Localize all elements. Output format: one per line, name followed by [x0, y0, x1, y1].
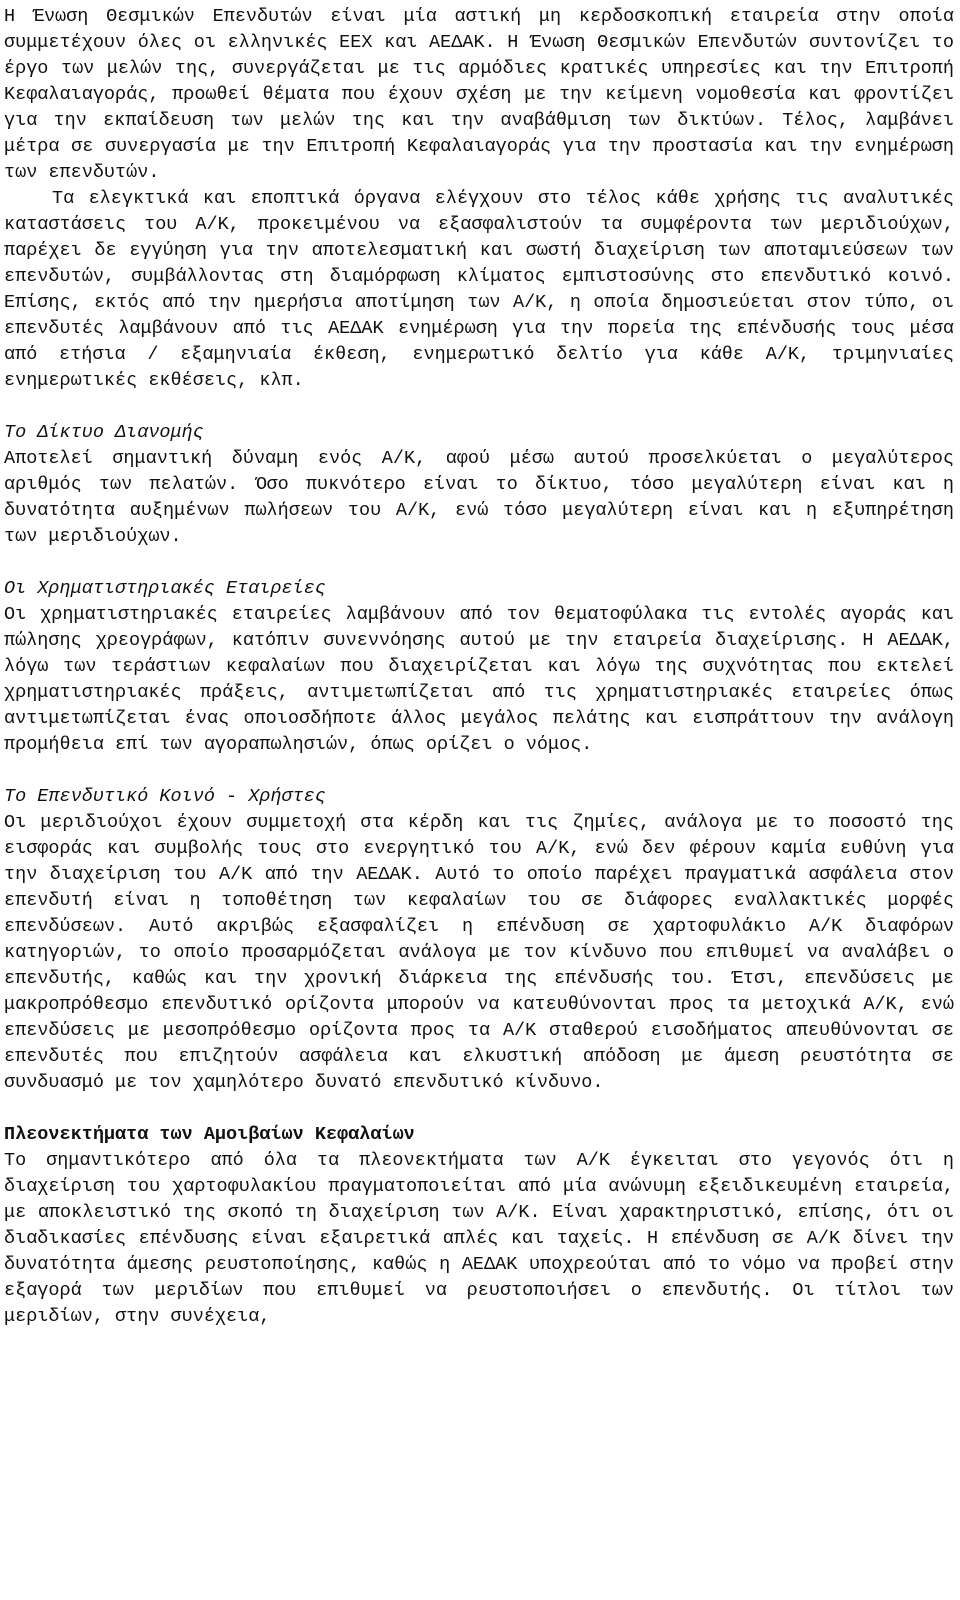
intro-paragraph-1: Η Ένωση Θεσμικών Επενδυτών είναι μία αστική μη κερδοσκοπική εταιρεία στην οποία συμμετέχουν όλες οι ελληνικές ΕΕΧ και ΑΕΔΑΚ. Η Ένωση Θεσμικών Επενδυτών συντονίζει το έργο των μελών της, συνεργάζεται με τις αρμόδιες κρατικές υπηρεσίες και την Επιτροπή Κεφαλαιαγοράς, προωθεί θέματα που έχουν σχέση με την κείμενη νομοθεσία και φροντίζει για την εκπαίδευση των μελών της και την αναβάθμιση των δικτύων. Τέλος, λαμβάνει μέτρα σε συνεργασία με την Επιτροπή Κεφαλαιαγοράς για την προστασία και την ενημέρωση των επενδυτών. — [4, 6, 954, 183]
section-body-investors: Οι μεριδιούχοι έχουν συμμετοχή στα κέρδη και τις ζημίες, ανάλογα με το ποσοστό της εισφοράς και συμβολής τους στο ενεργητικό του Α/Κ, ενώ δεν φέρουν καμία ευθύνη για την διαχείριση του Α/Κ από την ΑΕΔΑΚ. Αυτό το οποίο παρέχει πραγματικά ασφάλεια στον επενδυτή είναι η τοποθέτηση των κεφαλαίων του σε διάφορες εναλλακτικές μορφές επενδύσεων. Αυτό ακριβώς εξασφαλίζει η επένδυση σε χαρτοφυλάκιο Α/Κ διαφόρων κατηγοριών, το οποίο προσαρμόζεται ανάλογα με τον κίνδυνο που επιθυμεί να αναλάβει ο επενδυτής, καθώς και την χρονική διάρκεια της επένδυσής του. Έτσι, επενδύσεις με μακροπρόθεσμο επενδυτικό ορίζοντα μπορούν να κατευθύνονται προς τα μετοχικά Α/Κ, ενώ επενδύσεις με μεσοπρόθεσμο ορίζοντα προς τα Α/Κ σταθερού εισοδήματος απευθύνονται σε επενδυτές που επιζητούν ασφάλεια και ελκυστική απόδοση με άμεση ρευστότητα σε συνδυασμό με τον χαμηλότερο δυνατό επενδυτικό κίνδυνο. — [4, 812, 954, 1093]
section-investors — [4, 784, 954, 1096]
section-heading-advantages: Πλεονεκτήματα των Αμοιβαίων Κεφαλαίων — [4, 1124, 415, 1145]
section-brokers — [4, 576, 954, 758]
section-body-advantages: Το σημαντικότερο από όλα τα πλεονεκτήματα των Α/Κ έγκειται στο γεγονός ότι η διαχείριση του χαρτοφυλακίου πραγματοποιείται από μία ανώνυμη εξειδικευμένη εταιρεία, με αποκλειστικό της σκοπό τη διαχείριση των Α/Κ. Είναι χαρακτηριστικό, επίσης, ότι οι διαδικασίες επένδυσης είναι εξαιρετικά απλές και ταχείς. Η επένδυση σε Α/Κ δίνει την δυνατότητα άμεσης ρευστοποίησης, καθώς η ΑΕΔΑΚ υποχρεούται από το νόμο να προβεί στην εξαγορά των μεριδίων που επιθυμεί να ρευστοποιήσει ο επενδυτής. Οι τίτλοι των μεριδίων, στην συνέχεια, — [4, 1150, 954, 1327]
section-body-distribution: Αποτελεί σημαντική δύναμη ενός Α/Κ, αφού μέσω αυτού προσελκύεται ο μεγαλύτερος αριθμός των πελατών. Όσο πυκνότερο είναι το δίκτυο, τόσο μεγαλύτερη είναι και η δυνατότητα αυξημένων πωλήσεων του Α/Κ, ενώ τόσο μεγαλύτερη είναι και η εξυπηρέτηση των μεριδιούχων. — [4, 448, 954, 547]
section-heading-brokers: Οι Χρηματιστηριακές Εταιρείες — [4, 578, 326, 599]
section-distribution — [4, 420, 954, 550]
section-heading-investors: Το Επενδυτικό Κοινό - Χρήστες — [4, 786, 326, 807]
section-heading-distribution: Το Δίκτυο Διανομής — [4, 422, 204, 443]
intro-paragraph-2: Τα ελεγκτικά και εποπτικά όργανα ελέγχουν στο τέλος κάθε χρήσης τις αναλυτικές καταστάσεις του Α/Κ, προκειμένου να εξασφαλιστούν τα συμφέροντα των μεριδιούχων, παρέχει δε εγγύηση για την αποτελεσματική και σωστή διαχείριση των αποταμιεύσεων των επενδυτών, συμβάλλοντας στη διαμόρφωση κλίματος εμπιστοσύνης στο επενδυτικό κοινό. Επίσης, εκτός από την ημερήσια αποτίμηση των Α/Κ, η οποία δημοσιεύεται στον τύπο, οι επενδυτές λαμβάνουν από τις ΑΕΔΑΚ ενημέρωση για την πορεία της επένδυσής τους μέσα από ετήσια / εξαμηνιαία έκθεση, ενημερωτικό δελτίο για κάθε Α/Κ, τριμηνιαίες ενημερωτικές εκθέσεις, κλπ. — [4, 188, 954, 391]
section-advantages — [4, 1122, 954, 1330]
document-page — [4, 4, 954, 1330]
section-body-brokers: Οι χρηματιστηριακές εταιρείες λαμβάνουν από τον θεματοφύλακα τις εντολές αγοράς και πώλησης χρεογράφων, κατόπιν συνεννόησης αυτού με την εταιρεία διαχείρισης. Η ΑΕΔΑΚ, λόγω των τεράστιων κεφαλαίων που διαχειρίζεται και λόγω της συχνότητας που εκτελεί χρηματιστηριακές πράξεις, αντιμετωπίζεται από τις χρηματιστηριακές εταιρείες όπως αντιμετωπίζεται ένας οποιοσδήποτε άλλος μεγάλος πελάτης και εισπράττουν την ανάλογη προμήθεια επί των αγοραπωλησιών, όπως ορίζει ο νόμος. — [4, 604, 954, 755]
